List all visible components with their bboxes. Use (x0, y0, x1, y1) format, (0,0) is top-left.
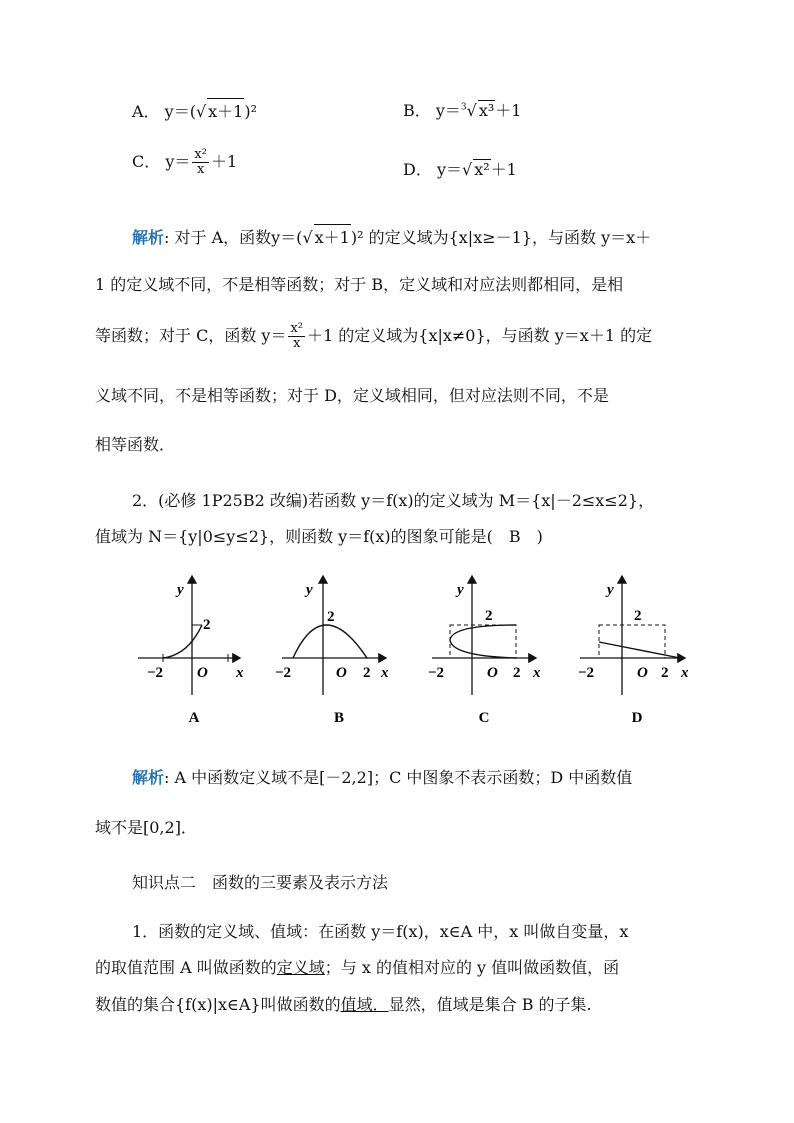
analysis1-text-b: y＝( (271, 228, 303, 247)
analysis1-line3 (95, 322, 652, 351)
analysis1-line4: 义域不同，不是相等函数；对于 D，定义域相同，但对应法则不同，不是 (95, 386, 609, 405)
graph-c-curve (450, 625, 516, 658)
option-d-letter: D． (403, 160, 432, 179)
graph-b-y-label: y (306, 582, 313, 598)
analysis1-fraction (288, 322, 305, 351)
graph-c-two-top: 2 (485, 608, 493, 624)
graph-d-caption: D (631, 710, 643, 726)
section-title: 知识点二 函数的三要素及表示方法 (132, 873, 389, 892)
graph-b (275, 576, 389, 726)
option-b-letter: B． (403, 101, 431, 120)
option-d-prefix: y＝ (436, 160, 462, 179)
option-d-radicand: x² (474, 160, 490, 179)
option-a-letter: A． (132, 102, 160, 121)
paragraph1-line2-a: 的取值范围 A 叫做函数的 (95, 958, 277, 977)
paragraph1-line3-a: 数值的集合{f(x)|x∈A}叫做函数的 (95, 995, 341, 1014)
graph-b-caption: B (333, 710, 345, 726)
option-b-root-index: 3 (460, 102, 467, 113)
analysis1-denominator: x (293, 336, 301, 351)
analysis2-label: 解析 (132, 768, 165, 787)
analysis1-line3-b: ＋1 的定义域为{x|x≠0}，与函数 y＝x＋1 的定 (307, 326, 653, 345)
analysis2-line2: 域不是[0,2]． (95, 818, 197, 837)
analysis1-line5: 相等函数． (95, 435, 176, 454)
option-c-prefix: y＝ (165, 152, 191, 171)
graph-d-two-top: 2 (634, 608, 642, 624)
graph-d-neg2-label: −2 (578, 665, 595, 681)
graph-c-origin: O (487, 665, 498, 681)
analysis1-radicand: x＋1 (314, 224, 351, 248)
analysis1-line3-a: 等函数；对于 C，函数 y＝ (95, 326, 287, 345)
option-b-radicand: x³ (478, 101, 495, 120)
paragraph1-line2-b: ；与 x 的值相对应的 y 值叫做函数值，函 (324, 958, 620, 977)
graph-d (578, 576, 689, 726)
graph-a-two-label: 2 (203, 617, 211, 633)
option-c-letter: C． (132, 152, 161, 171)
paragraph1-line2 (95, 955, 619, 978)
paragraph1-line1: 1．函数的定义域、值域：在函数 y＝f(x)，x∈A 中，x 叫做自变量，x (132, 922, 629, 941)
analysis1-numerator: x² (290, 321, 304, 336)
graph-c-x-label: x (533, 665, 541, 681)
option-b-prefix: y＝ (435, 101, 461, 120)
graph-c-y-label: y (457, 582, 464, 598)
graph-a-caption: A (188, 710, 200, 726)
graph-b-two-right: 2 (363, 665, 371, 681)
analysis2-text: : A 中函数定义域不是[－2,2]；C 中图象不表示函数；D 中函数值 (164, 768, 633, 787)
graph-c (428, 576, 541, 726)
option-d: D． y＝√ x²＋1 (403, 160, 517, 179)
graph-d-y-label: y (607, 582, 614, 598)
option-a-radicand: x＋1 (207, 98, 244, 122)
graph-b-curve (293, 625, 367, 658)
option-a: A． y＝(√ x＋1)² (132, 98, 257, 122)
option-c-suffix: ＋1 (210, 152, 238, 171)
question2-line2: 值域为 N＝{y|0≤y≤2}，则函数 y＝f(x)的图象可能是( B ) (95, 527, 543, 546)
graph-a (138, 576, 244, 726)
option-b-suffix: ＋1 (495, 101, 522, 120)
analysis1-text-a: : 对于 A，函数 (164, 228, 272, 247)
analysis2-line1 (132, 765, 632, 788)
option-c-numerator: x² (194, 147, 207, 162)
option-a-prefix: y＝( (164, 102, 196, 121)
analysis-label: 解析 (132, 228, 165, 247)
option-b: B． y＝$^3$√ x³＋1 (403, 101, 522, 120)
graph-a-origin: O (197, 665, 208, 681)
graph-a-curve (163, 625, 202, 658)
option-c-fraction (192, 148, 209, 177)
graph-b-two-top: 2 (327, 609, 335, 625)
graph-d-line (599, 642, 680, 658)
graph-c-neg2-label: −2 (428, 665, 445, 681)
option-c (132, 148, 237, 177)
graph-b-x-label: x (381, 665, 389, 681)
definition-domain: 定义域 (276, 958, 325, 977)
analysis1-text-c: )² 的定义域为{x|x≥－1}，与函数 y＝x＋ (350, 228, 652, 247)
analysis1-line1: 解析: 对于 A，函数y＝(√ x＋1)² 的定义域为{x|x≥－1}，与函数 y＝x＋ (132, 224, 651, 248)
graph-d-origin: O (637, 665, 648, 681)
paragraph1-line3 (95, 992, 592, 1015)
graph-c-two-right: 2 (513, 665, 521, 681)
graph-d-two-right: 2 (661, 665, 669, 681)
graph-a-x-label: x (236, 665, 244, 681)
graph-b-neg2-label: −2 (275, 665, 292, 681)
definition-range: 值域． (340, 995, 389, 1014)
graph-d-x-label: x (681, 665, 689, 681)
graph-a-y-label: y (177, 582, 184, 598)
option-d-suffix: ＋1 (490, 160, 517, 179)
graph-a-neg2-label: −2 (147, 665, 164, 681)
graph-c-caption: C (478, 710, 490, 726)
option-a-suffix: )² (244, 102, 258, 121)
paragraph1-line3-b: 显然，值域是集合 B 的子集. (388, 995, 592, 1014)
graph-b-origin: O (336, 665, 347, 681)
question2-line1: 2．(必修 1P25B2 改编)若函数 y＝f(x)的定义域为 M＝{x|－2≤x≤2}， (132, 491, 655, 510)
option-c-denominator: x (196, 162, 205, 177)
graphs-figure (130, 570, 710, 735)
graph-c-dashed-box (450, 625, 516, 658)
analysis1-line2: 1 的定义域不同，不是相等函数；对于 B，定义域和对应法则都相同，是相 (95, 275, 624, 294)
